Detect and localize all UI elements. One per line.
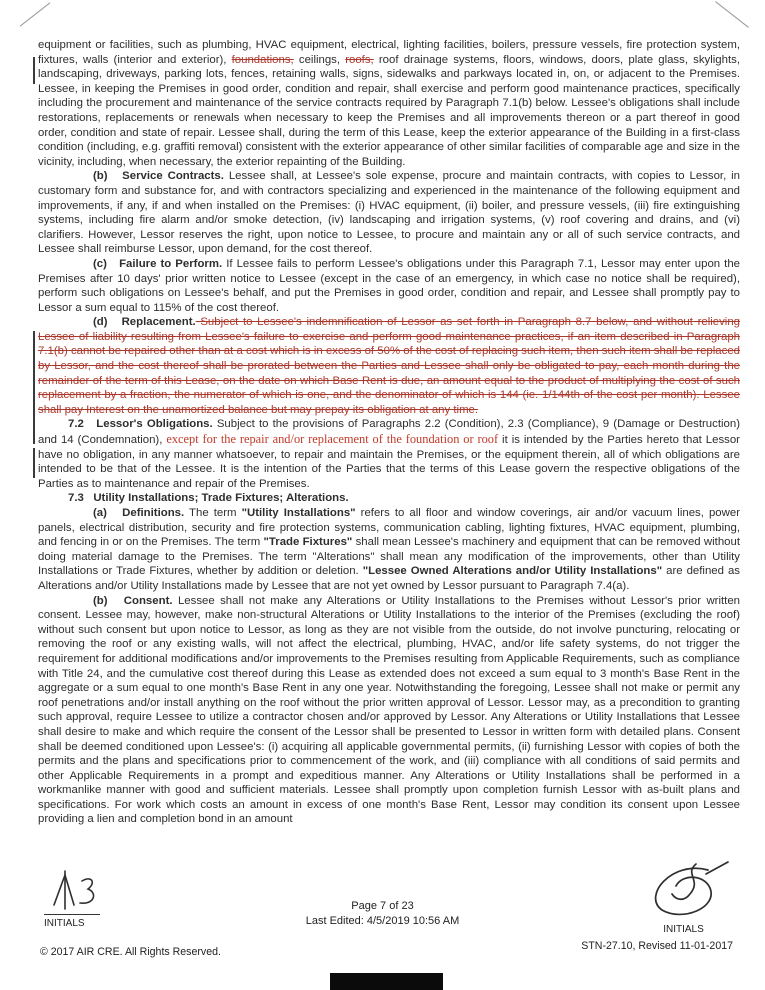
paragraph-7-1-continuation: equipment or facilities, such as plumbing, HVAC equipment, electrical, lighting facilities, boilers, pressure vessels, fire protection system, fixtures, walls (interior and exterior), foundations, ceilings, roofs, roof drainage systems, floors, windows, doors, plate glass, skylights, landscaping, driveways, parking lots, fences, retaining walls, signs, sidewalks and parkways located in, on, or adjacent to the Premises. Lessee, in keeping the Premises in good order, condition and repair, shall exercise and perform good maintenance practices, specifically including the procurement and maintenance of the service contracts required by Paragraph 7.1(b) below. Lessee's obligations shall include restorations, replacements or renewals when necessary to keep the Premises and all improvements thereon or a part thereof in good order, condition and state of repair. Lessee shall, during the term of this Lease, keep the exterior appearance of the Building in a first-class condition (including, e.g. graffiti removal) consistent with the exterior appearance of other similar facilities of comparable age and size in the vicinity, including, when necessary, the exterior repainting of the Building. [38,39,741,168]
page-number: Page 7 of 23 [351,900,414,912]
scan-corner-mark-top-left [20,2,51,26]
last-edited-timestamp: Last Edited: 4/5/2019 10:56 AM [305,915,460,927]
copyright-notice: © 2017 AIR CRE. All Rights Reserved. [40,946,221,958]
paragraph-7-1-b-service-contracts: (b) Service Contracts. Lessee shall, at Lessee's sole expense, procure and maintain contracts, with copies to Lessor, in customary form and substance for, and with contractors specializing and experienced in the maintenance of the following equipment and improvements, if any, if and when installed on the Premises: (i) HVAC equipment, (ii) boiler, and pressure vessels, (iii) fire extinguishing systems, including fire alarm and/or smoke detection, (iv) landscaping and irrigation systems, (v) roof covering and drains, and (vi) clarifiers. However, Lessor reserves the right, upon notice to Lessee, to procure and maintain any or all of such service contracts, and Lessee shall reimburse Lessor, upon demand, for the cost thereof. [38,170,740,256]
paragraph-7-3-heading: 7.3 Utility Installations; Trade Fixtures; Alterations. [68,492,349,505]
form-code: STN-27.10, Revised 11-01-2017 [581,940,733,952]
paragraph-7-3-a-definitions: (a) Definitions. The term "Utility Installations" refers to all floor and window coverings, air and/or vacuum lines, power panels, electrical distribution, security and fire protection systems, communication cabling, lighting fixtures, HVAC equipment, plumbing, and fencing in or on the Premises. The term "Trade Fixtures" shall mean Lessee's machinery and equipment that can be removed without doing material damage to the Premises. The term "Alterations" shall mean any modification of the improvements, other than Utility Installations or Trade Fixtures, whether by addition or deletion. "Lessee Owned Alterations and/or Utility Installations" are defined as Alterations and/or Utility Installations made by Lessee that are not yet owned by Lessor pursuant to Paragraph 7.4(a). [38,507,741,592]
handwritten-initials-right [638,860,730,924]
initials-block-right [636,860,731,935]
handwritten-initials-left [44,869,106,913]
scan-artifact-bar [330,973,443,990]
paragraph-7-1-c-failure-to-perform: (c) Failure to Perform. If Lessee fails to perform Lessee's obligations under this Paragraph 7.1, Lessor may enter upon the Premises after 10 days' prior written notice to Lessee (except in the case of an emergency, in which case no notice shall be required), perform such obligations on Lessee's behalf, and put the Premises in good order, condition and repair, and Lessee shall promptly pay to Lessor a sum equal to 115% of the cost thereof. [38,257,741,314]
paragraph-7-1-d-replacement: (d) Replacement. Subject to Lessee's indemnification of Lessor as set forth in Paragraph 8.7 below, and without relieving Lessee of liability resulting from Lessee's failure to exercise and perform good maintenance practices, if an item described in Paragraph 7.1(b) cannot be repaired other than at a cost which is in excess of 50% of the cost of replacing such item, then such item shall be replaced by Lessor, and the cost thereof shall be prorated between the Parties and Lessee shall only be obligated to pay, each month during the remainder of the term of this Lease, on the date on which Base Rent is due, an amount equal to the product of multiplying the cost of such replacement by a fraction, the numerator of which is one, and the denominator of which is 144 (ie. 1/144th of the cost per month). Lessee shall pay Interest on the unamortized balance but may prepay its obligation at any time. [38,316,741,416]
document-body [38,38,740,827]
scan-corner-mark-top-right [715,1,749,28]
revision-bar [33,448,35,478]
initials-right-label: INITIALS [663,924,704,935]
paragraph-7-2-lessors-obligations: 7.2 Lessor's Obligations. Subject to the provisions of Paragraphs 2.2 (Condition), 2.3 (Compliance), 9 (Damage or Destruction) and 14 (Condemnation), except for the repair and/or replacement of the foundation or roof it is intended by the Parties hereto that Lessor have no obligation, in any manner whatsoever, to repair and maintain the Premises, or the equipment therein, all of which obligations are intended to be that of the Lessee. It is the intention of the Parties that the terms of this Lease govern the respective obligations of the Parties as to maintenance and repair of the Premises. [38,418,740,490]
revision-bar [33,57,35,84]
revision-bar [33,331,35,444]
initials-left-label: INITIALS [44,918,85,929]
paragraph-7-3-b-consent: (b) Consent. Lessee shall not make any Alterations or Utility Installations to the Premises without Lessor's prior written consent. Lessee may, however, make non-structural Alterations or Utility Installations to the interior of the Premises (excluding the roof) without such consent but upon notice to Lessor, as long as they are not visible from the outside, do not involve puncturing, relocating or removing the roof or any existing walls, will not affect the electrical, plumbing, HVAC, and/or life safety systems, do not trigger the requirement for additional modifications and/or improvements to the Premises resulting from Applicable Requirements, such as compliance with Title 24, and the cumulative cost thereof during this Lease as extended does not exceed a sum equal to 3 month's Base Rent in the aggregate or a sum equal to one month's Base Rent in any one year. Notwithstanding the foregoing, Lessee shall not make or permit any roof penetrations and/or install anything on the roof without the prior written approval of Lessor. Lessor may, as a precondition to granting such approval, require Lessee to utilize a contractor chosen and/or approved by Lessor. Any Alterations or Utility Installations that Lessee shall desire to make and which require the consent of the Lessor shall be presented to Lessor in written form with detailed plans. Consent shall be deemed conditioned upon Lessee's: (i) acquiring all applicable governmental permits, (ii) furnishing Lessor with copies of both the permits and the plans and specifications prior to commencement of the work, and (iii) compliance with all conditions of said permits and other Applicable Requirements in a prompt and expeditious manner. Any Alterations or Utility Installations shall be performed in a workmanlike manner with good and sufficient materials. Lessee shall promptly upon completion furnish Lessor with as-built plans and specifications. For work which costs an amount in excess of one month's Base Rent, Lessor may condition its consent upon Lessee providing a lien and completion bond in an amount [38,594,741,826]
initials-block-left [44,869,114,929]
initials-underline [44,914,100,915]
